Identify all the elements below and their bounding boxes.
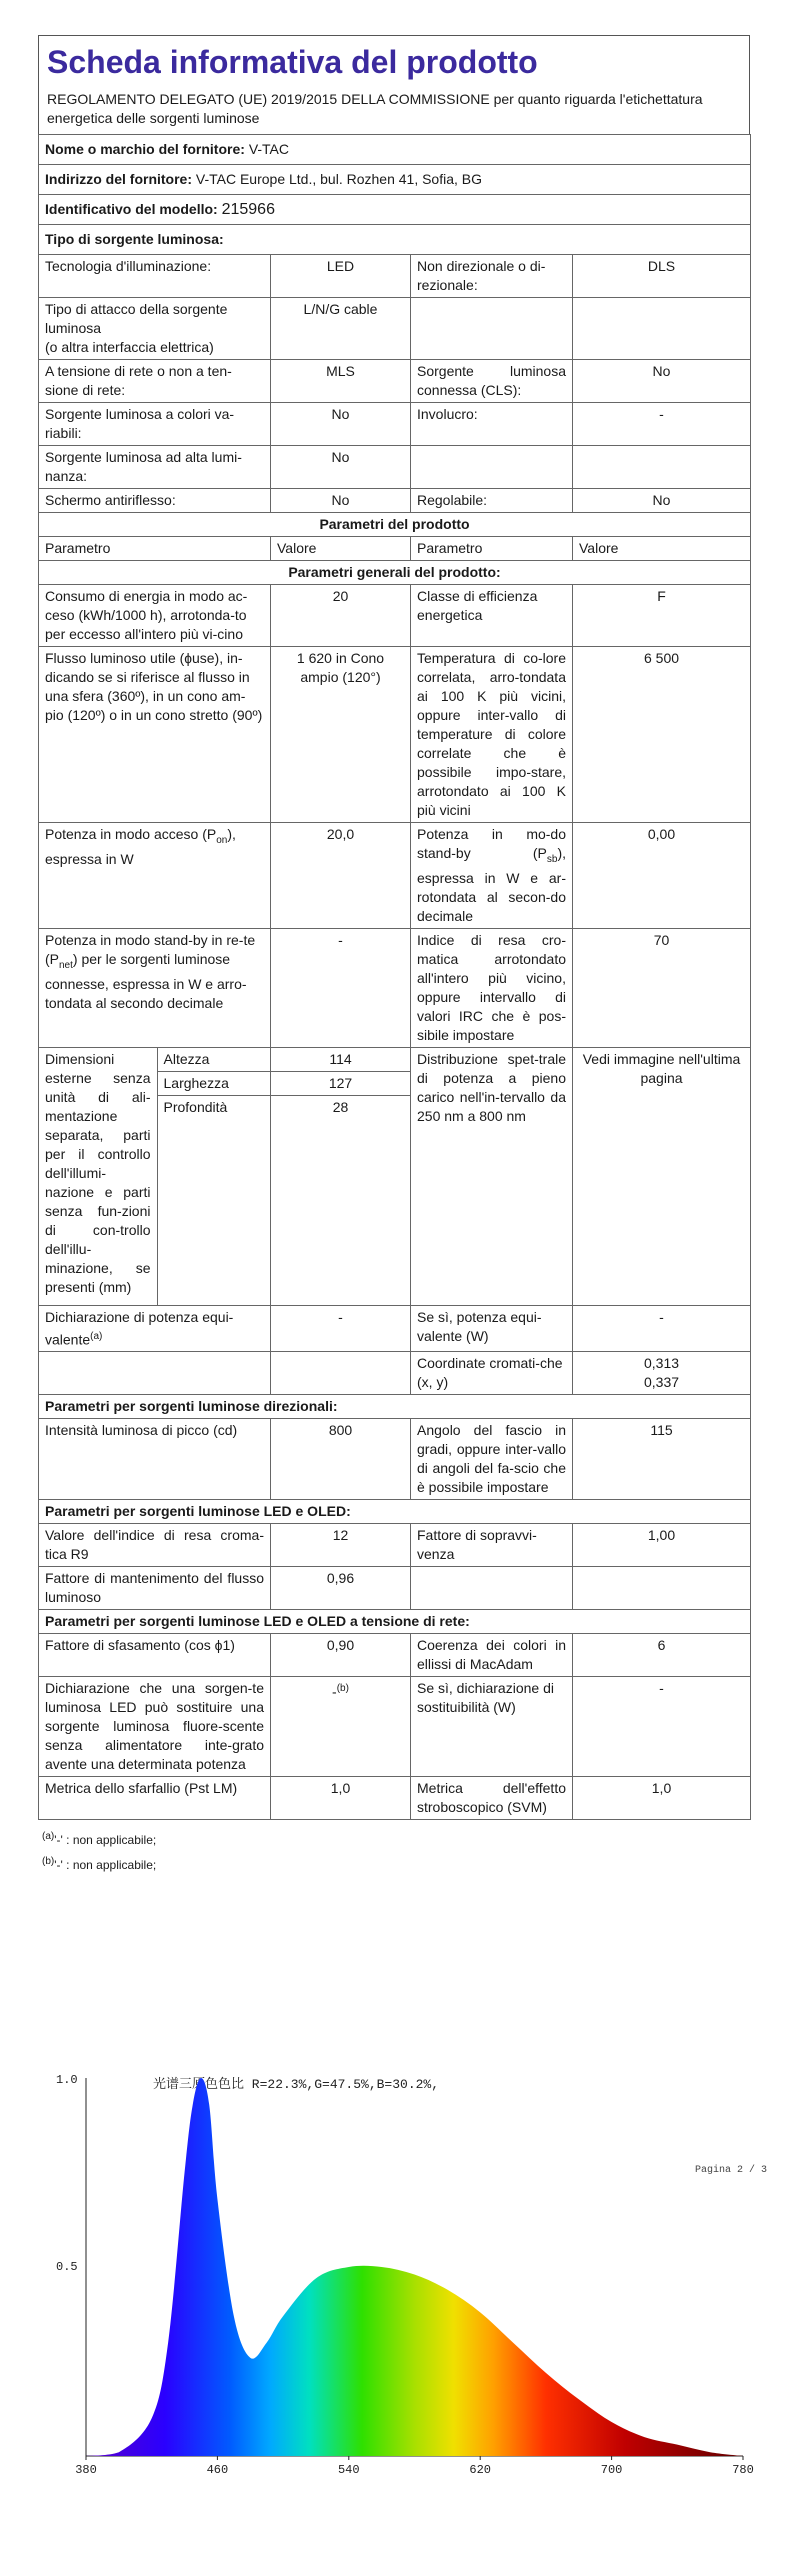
source-type-row: [39, 225, 751, 255]
dims-subtable: [39, 1048, 271, 1305]
tech-value: LED: [271, 255, 411, 298]
row-power-factor: [39, 1634, 751, 1677]
replace-value-cell: [271, 1677, 411, 1777]
maint-label: Fattore di mantenimento del flusso luminoso: [39, 1567, 271, 1610]
supplier-name-label: Nome o marchio del fornitore:: [45, 141, 245, 157]
footnote-a-text: '-' : non applicabile;: [54, 1833, 157, 1848]
pon-sub: on: [216, 834, 228, 846]
cls-label: Sorgente luminosa connessa (CLS):: [411, 360, 573, 403]
row-replace: [39, 1677, 751, 1777]
footnote-b-mark: (b): [42, 1856, 55, 1868]
page-title: Scheda informativa del prodotto: [47, 44, 538, 80]
footnote-a-mark: (a): [42, 1831, 55, 1843]
cap-value: L/N/G cable: [271, 298, 411, 360]
flicker-value: 1,0: [271, 1777, 411, 1820]
row-flux: [39, 647, 751, 823]
row-r9: [39, 1524, 751, 1567]
pnet-label: [39, 928, 271, 1047]
row-energy: [39, 585, 751, 647]
beam-label: Angolo del fascio in gradi, oppure inter-vallo di angoli del fa-scio che è possibile impostare: [411, 1419, 573, 1500]
flux-value: 1 620 in Cono ampio (120°): [271, 647, 411, 823]
pon-label-b: ), espressa in W: [45, 826, 236, 867]
glare-value: No: [271, 489, 411, 513]
footnote-a: [42, 1826, 750, 1851]
row-maintenance: [39, 1567, 751, 1610]
envelope-label: Involucro:: [411, 403, 573, 446]
directional-header: [39, 1395, 751, 1419]
r9-label: Valore dell'indice di resa croma-tica R9: [39, 1524, 271, 1567]
x-tick-group: [75, 2456, 754, 2477]
height-label: Altezza: [157, 1048, 271, 1072]
psb-sub: sb: [546, 853, 558, 865]
hl-label: Sorgente luminosa ad alta lumi-nanza:: [39, 446, 271, 489]
colour-label: Sorgente luminosa a colori va-riabili:: [39, 403, 271, 446]
led-oled-header: [39, 1500, 751, 1524]
maint-value: 0,96: [271, 1567, 411, 1610]
general-params-title: Parametri generali del prodotto:: [39, 561, 751, 585]
psb-value: 0,00: [573, 823, 751, 929]
replace-label: Dichiarazione che una sorgen-te luminosa LED può sostituire una sorgente luminosa fluore-scente senza alimentatore inte-grato avente una determinata potenza: [39, 1677, 271, 1777]
row-mains: [39, 360, 751, 403]
energy-label: Consumo di energia in modo ac-ceso (kWh/1000 h), arrotonda-to per eccesso all'intero più vi-cino: [39, 585, 271, 647]
spectrum-area: [86, 2078, 743, 2456]
x-tick-label-780: 780: [732, 2463, 754, 2477]
pnet-value: -: [271, 928, 411, 1047]
column-headers: [39, 537, 751, 561]
row-glare: [39, 489, 751, 513]
peak-label: Intensità luminosa di picco (cd): [39, 1419, 271, 1500]
model-value: 215966: [221, 201, 275, 218]
spectrum-header: 光谱三原色色比 R=22.3%,G=47.5%,B=30.2%,: [153, 2077, 440, 2092]
chroma-y: 0,337: [643, 1374, 680, 1391]
row-chromaticity: [39, 1352, 751, 1395]
supplier-name-row: [39, 135, 751, 165]
envelope-value: -: [573, 403, 751, 446]
hl-value: No: [271, 446, 411, 489]
equiv-label-text: Dichiarazione di potenza equi-valente: [45, 1308, 234, 1348]
model-label: Identificativo del modello:: [45, 201, 218, 217]
width-label: Larghezza: [157, 1071, 271, 1095]
peak-value: 800: [271, 1419, 411, 1500]
spectrum-chart: [38, 2060, 768, 2490]
flicker-label: Metrica dello sfarfallio (Pst LM): [39, 1777, 271, 1820]
mains-value: MLS: [271, 360, 411, 403]
equiv-label: [39, 1305, 271, 1352]
macadam-label: Coerenza dei colori in ellissi di MacAdam: [411, 1634, 573, 1677]
colour-value: No: [271, 403, 411, 446]
row-high-luminance: [39, 446, 751, 489]
dims-label: Dimensioni esterne senza unità di ali-mentazione separata, parti per il controllo dell'illumi-nazione e parti senza fun-zioni di con-trollo dell'illu-minazione, se presenti (mm): [39, 1048, 157, 1305]
row-technology: [39, 255, 751, 298]
cls-value: No: [573, 360, 751, 403]
row-cap: [39, 298, 751, 360]
nondir-value: DLS: [573, 255, 751, 298]
y-tick-05: 0.5: [56, 2260, 78, 2274]
led-mains-title: Parametri per sorgenti luminose LED e OLED a tensione di rete:: [39, 1610, 751, 1634]
col-value-1: Valore: [271, 537, 411, 561]
r9-value: 12: [271, 1524, 411, 1567]
cap-label-note: (o altra interfaccia elettrica): [45, 339, 214, 355]
tech-label: Tecnologia d'illuminazione:: [39, 255, 271, 298]
cri-value: 70: [573, 928, 751, 1047]
directional-title: Parametri per sorgenti luminose direzionali:: [39, 1395, 751, 1419]
footnote-b-text: '-' : non applicabile;: [54, 1858, 157, 1873]
row-equivalent: [39, 1305, 751, 1352]
led-oled-title: Parametri per sorgenti luminose LED e OLED:: [39, 1500, 751, 1524]
info-table: [38, 134, 751, 1820]
y-tick-1: 1.0: [56, 2073, 78, 2087]
col-param-2: Parametro: [411, 537, 573, 561]
row-colour: [39, 403, 751, 446]
equiv-sup: (a): [90, 1330, 103, 1342]
supplier-address-label: Indirizzo del fornitore:: [45, 171, 192, 187]
dims-values-cell: [271, 1047, 411, 1305]
cct-label: Temperatura di co-lore correlata, arro-tondata ai 100 K più vicini, oppure inter-vallo di temperature di colore correlate che è possibile impo-stare, arrotondato ai 100 K più vicini: [411, 647, 573, 823]
depth-value: 28: [332, 1098, 349, 1115]
led-mains-header: [39, 1610, 751, 1634]
x-tick-label-460: 460: [206, 2463, 229, 2477]
survival-value: 1,00: [573, 1524, 751, 1567]
macadam-value: 6: [573, 1634, 751, 1677]
psb-label-b: ), espressa in W e ar-rotondata al secon-do decimale: [417, 845, 566, 924]
strobo-label: Metrica dell'effetto stroboscopico (SVM): [411, 1777, 573, 1820]
product-params-header: [39, 513, 751, 537]
glare-label: Schermo antiriflesso:: [39, 489, 271, 513]
title-box: [38, 35, 750, 134]
pon-value: 20,0: [271, 823, 411, 929]
chroma-values: [573, 1352, 751, 1395]
class-value: F: [573, 585, 751, 647]
pnet-label-b: ) per le sorgenti luminose connesse, espressa in W e arro-tondata al secondo decimale: [45, 950, 247, 1011]
replace-w-value: -: [573, 1677, 751, 1777]
height-value: 114: [271, 1048, 410, 1072]
x-tick-label-700: 700: [600, 2463, 623, 2477]
width-value: 127: [271, 1072, 410, 1096]
page-label: Pagina 2 / 3: [695, 2165, 768, 2176]
row-flicker: [39, 1777, 751, 1820]
survival-label: Fattore di sopravvi-venza: [411, 1524, 573, 1567]
row-power: [39, 823, 751, 929]
equiv-w-value: -: [573, 1305, 751, 1352]
x-tick-label-620: 620: [469, 2463, 492, 2477]
chroma-x: 0,313: [643, 1355, 680, 1372]
psb-label: [411, 823, 573, 929]
row-peak: [39, 1419, 751, 1500]
class-label: Classe di efficienza energetica: [411, 585, 573, 647]
replace-w-label: Se sì, dichiarazione di sostituibilità (W): [411, 1677, 573, 1777]
model-row: [39, 195, 751, 225]
pon-label: [39, 823, 271, 929]
col-param-1: Parametro: [39, 537, 271, 561]
x-tick-label-540: 540: [337, 2463, 360, 2477]
strobo-value: 1,0: [573, 1777, 751, 1820]
energy-value: 20: [271, 585, 411, 647]
cap-label: Tipo di attacco della sorgente luminosa: [45, 301, 228, 336]
dim-label: Regolabile:: [411, 489, 573, 513]
product-params-title: Parametri del prodotto: [39, 513, 751, 537]
depth-label: Profondità: [163, 1098, 228, 1115]
pf-value: 0,90: [271, 1634, 411, 1677]
pnet-label-a: Potenza in modo stand-by in re-te (P: [45, 931, 256, 967]
supplier-name-value: V-TAC: [248, 141, 290, 157]
mains-label: A tensione di rete o non a ten-sione di rete:: [39, 360, 271, 403]
row-dimensions: [39, 1047, 751, 1305]
row-standby-net: [39, 928, 751, 1047]
equiv-w-label: Se sì, potenza equi-valente (W): [411, 1305, 573, 1352]
replace-sup: (b): [336, 1683, 349, 1695]
spd-value: Vedi immagine nell'ultima pagina: [573, 1047, 751, 1305]
dims-cell: [39, 1047, 271, 1305]
flux-label: Flusso luminoso utile (ɸuse), in-dicando se si riferisce al flusso in una sfera (360º), in un cono am-pio (120º) o in un cono stretto (90º): [39, 647, 271, 823]
supplier-address-value: V-TAC Europe Ltd., bul. Rozhen 41, Sofia, BG: [195, 171, 483, 187]
footnotes: [42, 1826, 750, 1876]
x-tick-label-380: 380: [75, 2463, 97, 2477]
footnote-b: [42, 1851, 750, 1876]
col-value-2: Valore: [573, 537, 751, 561]
pnet-sub: net: [59, 959, 73, 971]
replace-value: -: [332, 1684, 337, 1701]
source-type-label: Tipo di sorgente luminosa:: [39, 225, 751, 255]
equiv-value: -: [271, 1305, 411, 1352]
chroma-label: Coordinate cromati-che (x, y): [411, 1352, 573, 1395]
spectrum-svg: [38, 2060, 768, 2490]
cri-label: Indice di resa cro-matica arrotondato all'intero più vicino, oppure intervallo di valori IRC che è pos-sibile impostare: [411, 928, 573, 1047]
general-params-header: [39, 561, 751, 585]
regulation-text: REGOLAMENTO DELEGATO (UE) 2019/2015 DELLA COMMISSIONE per quanto riguarda l'etichettatura energetica delle sorgenti luminose: [47, 91, 703, 126]
psb-label-a: Potenza in mo-do stand-by (P: [417, 826, 566, 861]
nondir-label: Non direzionale o di-rezionale:: [411, 255, 573, 298]
supplier-address-row: [39, 165, 751, 195]
cct-value: 6 500: [573, 647, 751, 823]
dim-value: No: [573, 489, 751, 513]
pf-label: Fattore di sfasamento (cos ϕ1): [39, 1634, 271, 1677]
beam-value: 115: [573, 1419, 751, 1500]
spd-label: Distribuzione spet-trale di potenza a pieno carico nell'in-tervallo da 250 nm a 800 nm: [411, 1047, 573, 1305]
pon-label-a: Potenza in modo acceso (P: [45, 826, 217, 842]
product-info-sheet: [38, 35, 750, 1876]
